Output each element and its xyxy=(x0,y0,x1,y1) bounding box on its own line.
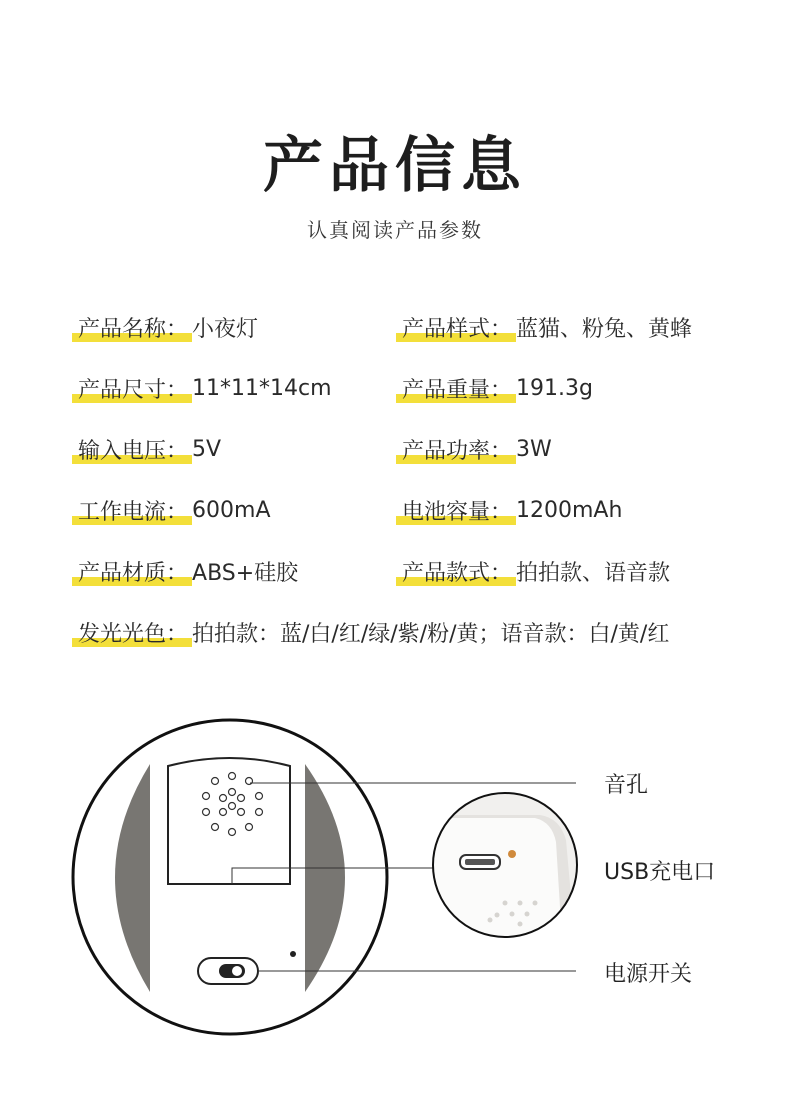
power-switch-knob-hole xyxy=(232,966,242,976)
spec-label: 产品重量： xyxy=(400,373,514,404)
callout-power: 电源开关 xyxy=(604,962,693,987)
spec-row-size xyxy=(76,371,332,405)
spec-value: 3W xyxy=(516,436,552,462)
spec-label: 产品功率： xyxy=(400,434,514,465)
spec-value: 拍拍款：蓝/白/红/绿/紫/粉/黄；语音款：白/黄/红 xyxy=(192,621,670,647)
spec-value: 蓝猫、粉兔、黄蜂 xyxy=(516,316,693,342)
spec-label: 发光光色： xyxy=(76,617,190,648)
spec-value: 11*11*14cm xyxy=(192,375,332,401)
spec-row-model xyxy=(400,554,670,588)
spec-value: 小夜灯 xyxy=(192,316,259,342)
callout-speaker: 音孔 xyxy=(604,773,649,798)
spec-label: 产品款式： xyxy=(400,556,514,587)
spec-row-name xyxy=(76,310,258,344)
indicator-dot xyxy=(290,951,296,957)
callout-usb: USB充电口 xyxy=(604,860,716,885)
spec-value: 5V xyxy=(192,436,222,462)
spec-label: 工作电流： xyxy=(76,495,190,526)
spec-label: 产品尺寸： xyxy=(76,373,190,404)
spec-label: 输入电压： xyxy=(76,434,190,465)
spec-row-battery xyxy=(400,493,622,527)
page-title: 产品信息 xyxy=(263,131,527,201)
charge-led xyxy=(508,850,516,858)
usb-zoom xyxy=(430,790,580,940)
spec-value: 1200mAh xyxy=(516,497,623,523)
spec-row-material xyxy=(76,554,298,588)
spec-row-weight xyxy=(400,371,593,405)
spec-row-style xyxy=(400,310,692,344)
product-diagram xyxy=(0,690,790,1106)
spec-value: 191.3g xyxy=(516,375,593,401)
spec-label: 产品材质： xyxy=(76,556,190,587)
spec-label: 产品样式： xyxy=(400,312,514,343)
spec-row-power xyxy=(400,432,552,466)
spec-row-voltage xyxy=(76,432,221,466)
page-subtitle: 认真阅读产品参数 xyxy=(307,218,483,242)
spec-value: 600mA xyxy=(192,497,271,523)
spec-value: ABS+硅胶 xyxy=(192,560,299,586)
spec-value: 拍拍款、语音款 xyxy=(516,560,671,586)
spec-label: 产品名称： xyxy=(76,312,190,343)
spec-row-current xyxy=(76,493,271,527)
product-bottom-illustration xyxy=(0,690,790,1106)
spec-row-light-color xyxy=(76,615,669,649)
spec-label: 电池容量： xyxy=(400,495,514,526)
